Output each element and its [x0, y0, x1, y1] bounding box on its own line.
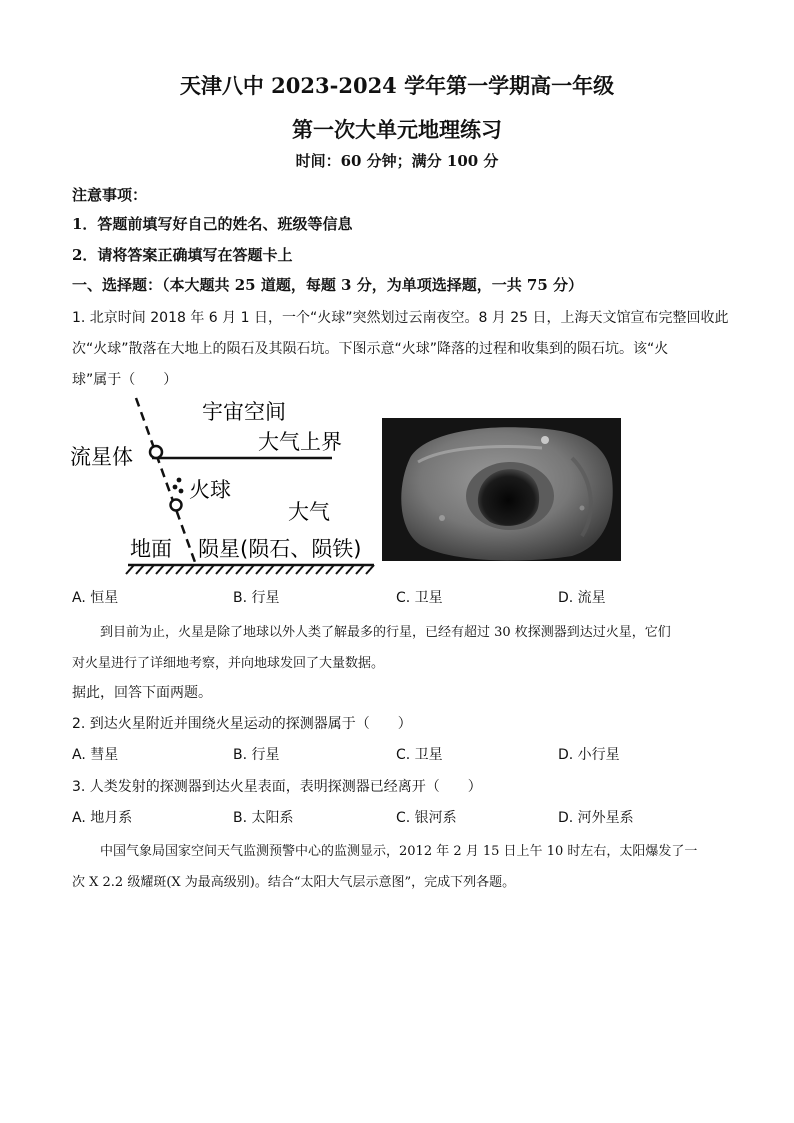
note-item: 1．答题前填写好自己的姓名、班级等信息	[72, 215, 353, 233]
fireball-marker	[171, 500, 182, 511]
exam-meta: 时间：60 分钟；满分 100 分	[295, 152, 499, 170]
passage-line: 次 X 2.2 级耀斑(X 为最高级别)。结合“太阳大气层示意图”，完成下列各题。	[72, 875, 516, 890]
question-2-stem: 2. 到达火星附近并围绕火星运动的探测器属于（ ）	[72, 716, 412, 732]
section-heading: 一、选择题：（本大题共 25 道题，每题 3 分，为单项选择题，一共 75 分）	[72, 276, 584, 294]
diagram-label-upper-atmosphere: 大气上界	[258, 430, 342, 454]
meteoroid-marker	[150, 446, 162, 458]
option-b: B. 太阳系	[233, 810, 294, 826]
passage-line: 对火星进行了详细地考察，并向地球发回了大量数据。	[72, 656, 385, 671]
diagram-label-atmosphere: 大气	[288, 500, 330, 524]
question-1-line: 1. 北京时间 2018 年 6 月 1 日，一个“火球”突然划过云南夜空。8 月 25 日，上海天文馆宣布完整回收此	[72, 310, 729, 326]
option-a: A. 彗星	[72, 747, 119, 763]
option-a: A. 恒星	[72, 590, 119, 606]
diagram-label-meteorite: 陨星(陨石、陨铁)	[198, 537, 362, 561]
option-c: C. 银河系	[396, 810, 457, 826]
note-item: 2．请将答案正确填写在答题卡上	[72, 246, 293, 264]
diagram-label-fireball: 火球	[189, 478, 231, 502]
question-3-stem: 3. 人类发射的探测器到达火星表面，表明探测器已经离开（ ）	[72, 779, 482, 795]
meteorite-crater-photo	[382, 418, 621, 561]
option-d: D. 河外星系	[558, 810, 634, 826]
passage-prompt: 据此，回答下面两题。	[72, 685, 212, 701]
passage-line: 中国气象局国家空间天气监测预警中心的监测显示，2012 年 2 月 15 日上午 10 时左右，太阳爆发了一	[100, 844, 698, 859]
diagram-label-meteoroid: 流星体	[70, 445, 133, 469]
question-1-line: 次“火球”散落在大地上的陨石及其陨石坑。下图示意“火球”降落的过程和收集到的陨石坑。该“火	[72, 341, 669, 357]
passage-line: 到目前为止，火星是除了地球以外人类了解最多的行星，已经有超过 30 枚探测器到达过火星，它们	[100, 625, 671, 640]
question-1-line: 球”属于（ ）	[72, 372, 178, 388]
meteor-fall-diagram	[68, 394, 388, 576]
option-c: C. 卫星	[396, 590, 443, 606]
diagram-label-space: 宇宙空间	[202, 400, 286, 424]
option-d: D. 流星	[558, 590, 606, 606]
option-a: A. 地月系	[72, 810, 133, 826]
option-b: B. 行星	[233, 747, 280, 763]
option-c: C. 卫星	[396, 747, 443, 763]
option-b: B. 行星	[233, 590, 280, 606]
exam-subtitle: 第一次大单元地理练习	[292, 117, 502, 142]
exam-title: 天津八中 2023-2024 学年第一学期高一年级	[179, 73, 615, 98]
notes-heading: 注意事项：	[72, 186, 148, 204]
option-d: D. 小行星	[558, 747, 620, 763]
diagram-label-ground: 地面	[130, 537, 172, 561]
